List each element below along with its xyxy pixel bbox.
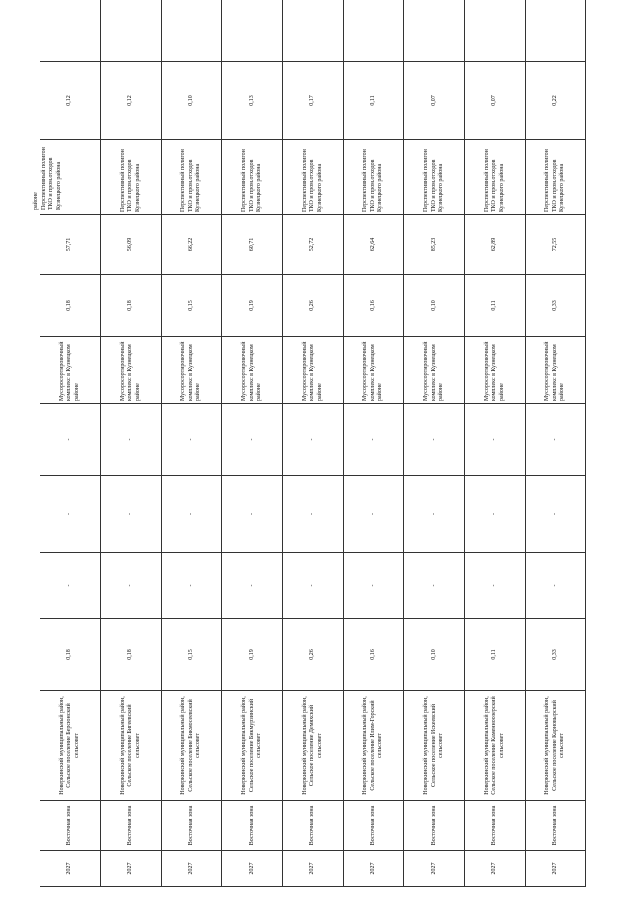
landfill-text: Перспективный полигон ТКО и пром.отходов Кузнецкого района <box>40 147 62 210</box>
waste-mass-cell: 0,19 <box>222 619 283 691</box>
empty-cell-2: - <box>283 476 344 553</box>
sorting-mass-cell: 0,19 <box>222 275 283 337</box>
empty-cell-1: - <box>101 553 162 619</box>
zone-cell: Восточная зона <box>283 801 344 851</box>
table-row <box>343 0 404 887</box>
zone-cell: Восточная зона <box>161 801 222 851</box>
sorting-mass-cell: 0,33 <box>525 275 586 337</box>
year-cell: 2027 <box>465 851 526 887</box>
landfill-text: Перспективный полигон ТКО и пром.отходов Кузнецкого района <box>544 149 566 212</box>
landfill-text: Перспективный полигон ТКО и пром.отходов Кузнецкого района <box>180 149 202 212</box>
sorting-mass-cell: 0,18 <box>101 275 162 337</box>
last-value-cell <box>222 0 283 62</box>
sorting-mass-cell: 0,26 <box>283 275 344 337</box>
table-row <box>525 0 586 887</box>
waste-flow-table <box>33 0 586 887</box>
zone-cell: Восточная зона <box>404 801 465 851</box>
rotated-table-container <box>33 23 586 887</box>
landfill-mass-cell: 0,11 <box>343 62 404 140</box>
municipality-cell: Новеркинский муниципальный район, Сельское поселение Бикмурзинский сельсовет <box>222 691 283 801</box>
year-cell: 2027 <box>283 851 344 887</box>
landfill-cell <box>101 140 162 215</box>
distance-cell: 72,55 <box>525 215 586 275</box>
empty-cell-1: - <box>283 553 344 619</box>
year-cell: 2027 <box>40 851 101 887</box>
landfill-mass-cell: 0,07 <box>465 62 526 140</box>
sorting-mass-cell: 0,11 <box>465 275 526 337</box>
empty-cell-2: - <box>404 476 465 553</box>
zone-cell: Восточная зона <box>222 801 283 851</box>
sorting-facility-cell: Мусоросортировочный комплекс в Кузнецком районе <box>404 337 465 404</box>
landfill-text: Перспективный полигон ТКО и пром.отходов Кузнецкого района <box>301 149 323 212</box>
empty-cell-3: - <box>525 404 586 476</box>
empty-cell-1: - <box>525 553 586 619</box>
landfill-cell <box>465 140 526 215</box>
landfill-cell <box>33 140 101 215</box>
last-value-cell <box>525 0 586 62</box>
last-value-cell <box>40 0 101 62</box>
year-cell: 2027 <box>222 851 283 887</box>
landfill-text: Перспективный полигон ТКО и пром.отходов Кузнецкого района <box>119 149 141 212</box>
empty-cell-3: - <box>283 404 344 476</box>
landfill-cell <box>161 140 222 215</box>
municipality-cell: Новеркинский муниципальный район, Сельское поселение Бикмосеевский сельсовет <box>161 691 222 801</box>
landfill-mass-cell: 0,22 <box>525 62 586 140</box>
empty-cell-3: - <box>222 404 283 476</box>
sorting-mass-cell: 0,10 <box>404 275 465 337</box>
landfill-cell <box>283 140 344 215</box>
waste-mass-cell: 0,11 <box>465 619 526 691</box>
empty-cell-1: - <box>40 553 101 619</box>
empty-cell-1: - <box>161 553 222 619</box>
table-row <box>40 0 101 887</box>
table-row <box>222 0 283 887</box>
municipality-cell: Новеркинский муниципальный район, Сельское поселение Илим-Горский сельсовет <box>343 691 404 801</box>
empty-cell-2: - <box>465 476 526 553</box>
sorting-facility-cell: Мусоросортировочный комплекс в Кузнецком районе <box>525 337 586 404</box>
last-value-cell <box>343 0 404 62</box>
sorting-mass-cell: 0,18 <box>40 275 101 337</box>
empty-cell-2: - <box>343 476 404 553</box>
municipality-cell: Новеркинский муниципальный район, Сельское поселение Искеевский сельсовет <box>404 691 465 801</box>
sorting-mass-cell: 0,15 <box>161 275 222 337</box>
sorting-facility-cell: Мусоросортировочный комплекс в Кузнецком районе <box>283 337 344 404</box>
landfill-text: Перспективный полигон ТКО и пром.отходов Кузнецкого района <box>483 149 505 212</box>
landfill-mass-cell: 0,12 <box>40 62 101 140</box>
waste-mass-cell: 0,18 <box>101 619 162 691</box>
last-value-cell <box>283 0 344 62</box>
zone-cell: Восточная зона <box>40 801 101 851</box>
year-cell: 2027 <box>343 851 404 887</box>
empty-cell-2: - <box>222 476 283 553</box>
landfill-mass-cell: 0,17 <box>283 62 344 140</box>
municipality-cell: Новеркинский муниципальный район, Сельское поселение Берсюнский сельсовет <box>40 691 101 801</box>
municipality-cell: Новеркинский муниципальный район, Сельское поселение Карновырский сельсовет <box>525 691 586 801</box>
waste-mass-cell: 0,33 <box>525 619 586 691</box>
distance-cell: 62,89 <box>465 215 526 275</box>
landfill-cell <box>343 140 404 215</box>
sorting-mass-cell: 0,16 <box>343 275 404 337</box>
landfill-text: Перспективный полигон ТКО и пром.отходов Кузнецкого района <box>362 149 384 212</box>
distance-cell: 85,23 <box>404 215 465 275</box>
landfill-cell <box>222 140 283 215</box>
distance-cell: 66,22 <box>161 215 222 275</box>
sorting-facility-cell: Мусоросортировочный комплекс в Кузнецком районе <box>222 337 283 404</box>
empty-cell-2: - <box>161 476 222 553</box>
landfill-mass-cell: 0,10 <box>161 62 222 140</box>
zone-cell: Восточная зона <box>343 801 404 851</box>
waste-mass-cell: 0,18 <box>40 619 101 691</box>
sorting-facility-cell: Мусоросортировочный комплекс в Кузнецком районе <box>161 337 222 404</box>
year-cell: 2027 <box>404 851 465 887</box>
empty-cell-3: - <box>161 404 222 476</box>
table-row <box>404 0 465 887</box>
sorting-facility-cell: Мусоросортировочный комплекс в Кузнецком районе <box>101 337 162 404</box>
distance-cell: 52,72 <box>283 215 344 275</box>
table-row <box>161 0 222 887</box>
sorting-facility-cell: Мусоросортировочный комплекс в Кузнецком районе <box>40 337 101 404</box>
year-cell: 2027 <box>161 851 222 887</box>
empty-cell-1: - <box>465 553 526 619</box>
year-cell: 2027 <box>101 851 162 887</box>
landfill-cell <box>525 140 586 215</box>
landfill-mass-cell: 0,13 <box>222 62 283 140</box>
last-value-cell <box>101 0 162 62</box>
waste-mass-cell: 0,15 <box>161 619 222 691</box>
empty-cell-1: - <box>404 553 465 619</box>
municipality-cell: Новеркинский муниципальный район, Сельское поселение Каменноозерский сельсовет <box>465 691 526 801</box>
last-value-cell <box>465 0 526 62</box>
landfill-tail-text: районе <box>33 192 39 210</box>
empty-cell-3: - <box>465 404 526 476</box>
zone-cell: Восточная зона <box>465 801 526 851</box>
empty-cell-2: - <box>40 476 101 553</box>
distance-cell: 62,64 <box>343 215 404 275</box>
empty-cell-2: - <box>101 476 162 553</box>
empty-cell-3: - <box>101 404 162 476</box>
landfill-cell <box>404 140 465 215</box>
sorting-facility-cell: Мусоросортировочный комплекс в Кузнецком районе <box>343 337 404 404</box>
table-row <box>283 0 344 887</box>
empty-cell-1: - <box>343 553 404 619</box>
last-value-cell <box>161 0 222 62</box>
empty-cell-2: - <box>525 476 586 553</box>
landfill-mass-cell: 0,12 <box>101 62 162 140</box>
landfill-text: Перспективный полигон ТКО и пром.отходов Кузнецкого района <box>241 149 263 212</box>
year-cell: 2027 <box>525 851 586 887</box>
zone-cell: Восточная зона <box>525 801 586 851</box>
waste-mass-cell: 0,10 <box>404 619 465 691</box>
empty-cell-1: - <box>222 553 283 619</box>
waste-mass-cell: 0,26 <box>283 619 344 691</box>
zone-cell: Восточная зона <box>101 801 162 851</box>
distance-cell: 56,09 <box>101 215 162 275</box>
sorting-facility-cell: Мусоросортировочный комплекс в Кузнецком районе <box>465 337 526 404</box>
empty-cell-3: - <box>40 404 101 476</box>
waste-mass-cell: 0,16 <box>343 619 404 691</box>
table-row <box>465 0 526 887</box>
landfill-mass-cell: 0,07 <box>404 62 465 140</box>
municipality-cell: Новеркинский муниципальный район, Сельское поселение Бигеевский сельсовет <box>101 691 162 801</box>
empty-cell-3: - <box>404 404 465 476</box>
landfill-text: Перспективный полигон ТКО и пром.отходов Кузнецкого района <box>423 149 445 212</box>
table-row <box>101 0 162 887</box>
last-value-cell <box>404 0 465 62</box>
distance-cell: 60,71 <box>222 215 283 275</box>
distance-cell: 57,71 <box>40 215 101 275</box>
municipality-cell: Новеркинский муниципальный район, Сельское поселение Демяхский сельсовет <box>283 691 344 801</box>
empty-cell-3: - <box>343 404 404 476</box>
